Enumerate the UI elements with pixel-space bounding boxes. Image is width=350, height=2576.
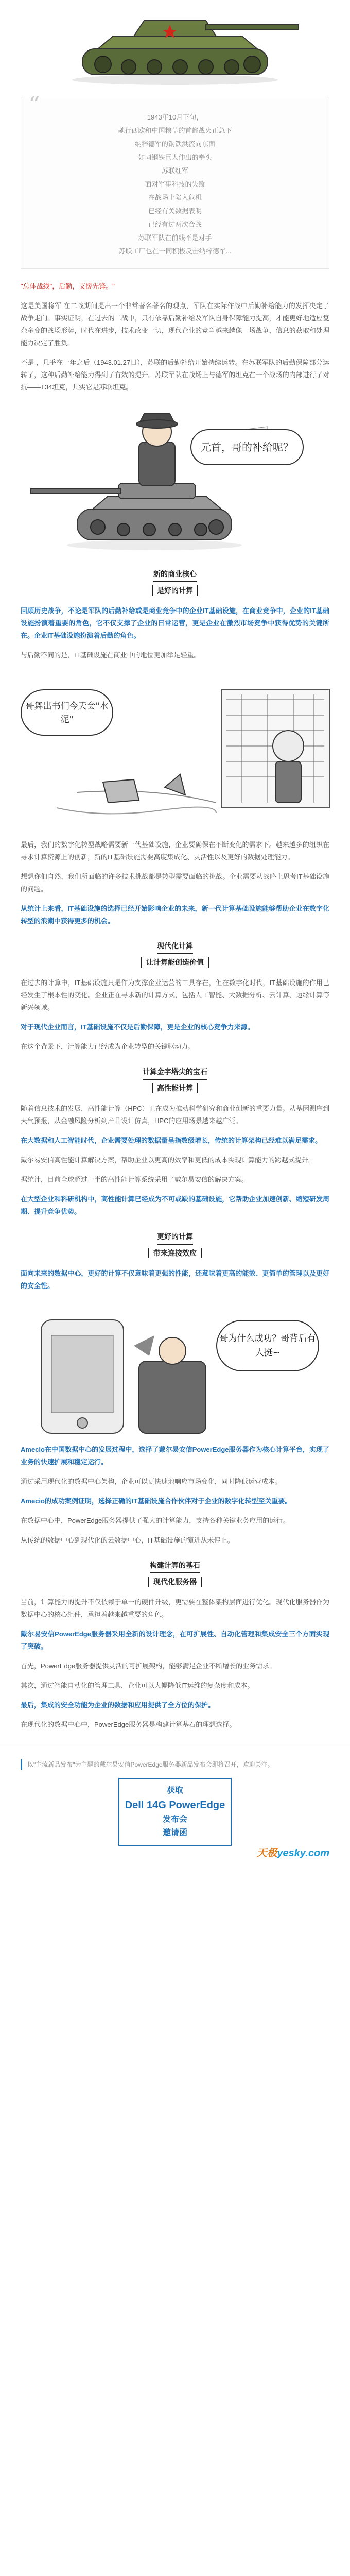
section-paragraph: 其次，通过智能自动化的管理工具，企业可以大幅降低IT运维的复杂度和成本。 — [21, 1682, 254, 1689]
intro-paragraph: 不是 ，几乎在一年之后（1943.01.27日），苏联的后勤补给开始持续运转。在苏联军队的后勤保障部分运转了，这种后勤补给能力得到了有效的提升。苏联军队在战场上与德军的坦克在一个战场的内部进行了对抗——T34坦克，其实它是苏联坦克。 — [21, 359, 329, 391]
tank-icon — [0, 0, 350, 88]
section-paragraph: 通过采用现代化的数据中心架构，企业可以更快速地响应市场变化，同时降低运营成本。 — [21, 1478, 282, 1485]
quote-mark-icon: “ — [28, 92, 40, 118]
section-heading — [0, 1231, 350, 1258]
section-paragraph: 面向未来的数据中心，更好的计算不仅意味着更强的性能，还意味着更高的能效、更简单的管理以及更好的安全性。 — [21, 1269, 329, 1290]
poem-line: 面对军事科技的失败 — [145, 180, 205, 188]
section-paragraph: 对于现代企业而言，IT基础设施不仅是后勤保障，更是企业的核心竞争力来源。 — [21, 1023, 254, 1031]
poem-line: 如同钢铁巨人伸出的拳头 — [138, 154, 212, 161]
section-heading-line2: 高性能计算 — [0, 1083, 350, 1093]
poem-line: 已经有关数据表明 — [148, 207, 202, 215]
device-illustration — [0, 1299, 350, 1444]
section-heading-line2: 让计算能创造价值 — [0, 957, 350, 968]
poem-quote — [21, 92, 329, 269]
section-paragraph: Amecio的成功案例证明，选择正确的IT基础设施合作伙伴对于企业的数字化转型至关重要。 — [21, 1497, 292, 1505]
section-paragraph: 随着信息技术的发展，高性能计算（HPC）正在成为推动科学研究和商业创新的重要力量。从基因测序到天气预报，从金融风险分析到产品设计仿真，HPC的应用场景越来越广泛。 — [21, 1105, 329, 1125]
section-paragraph: 在数据中心中，PowerEdge服务器提供了强大的计算能力，支持各种关键业务应用的运行。 — [21, 1517, 290, 1524]
invitation-link[interactable] — [118, 1778, 232, 1846]
hero-tank-illustration — [0, 0, 350, 88]
section-paragraph: Amecio在中国数据中心的发展过程中，选择了戴尔易安信PowerEdge服务器作为核心计算平台，实现了业务的快速扩展和稳定运行。 — [21, 1446, 329, 1466]
section-paragraph: 从传统的数据中心到现代化的云数据中心，IT基础设施的演进从未停止。 — [21, 1536, 234, 1544]
section-paragraph: 当前，计算能力的提升不仅依赖于单一的硬件升级，更需要在整体架构层面进行优化。现代化服务器作为数据中心的核心组件，承担着越来越重要的角色。 — [21, 1598, 329, 1618]
section-paragraph: 最后，集成的安全功能为企业的数据和应用提供了全方位的保护。 — [21, 1701, 215, 1709]
invitation-line1: 获取 — [166, 1786, 183, 1795]
invitation-line2: Dell 14G PowerEdge — [125, 1800, 225, 1811]
section-heading — [0, 1066, 350, 1093]
brand-logo — [256, 1844, 329, 1859]
invitation-line3: 发布会 — [162, 1815, 187, 1824]
section-heading-line1: 现代化计算 — [157, 941, 193, 954]
section-paragraph: 在大型企业和科研机构中，高性能计算已经成为不可或缺的基础设施，它帮助企业加速创新、缩短研发周期、提升竞争优势。 — [21, 1195, 329, 1215]
speech-bubble — [21, 689, 113, 736]
invitation-line4: 邀请函 — [162, 1828, 187, 1837]
poem-line: 苏联军队在前线不是对手 — [138, 234, 212, 242]
officer-icon — [0, 401, 350, 555]
section-heading-line1: 构建计算的基石 — [150, 1560, 200, 1573]
footer-note: 以"主流新品发布"为主题的戴尔易安信PowerEdge服务器新品发布会即将召开，欢迎关注。 — [21, 1759, 329, 1770]
section-heading-line1: 计算金字塔尖的宝石 — [143, 1066, 207, 1080]
section-paragraph: 回顾历史战争，不论是军队的后勤补给或是商业竞争中的企业IT基础设施，在商业竞争中，企业的IT基础设施扮演着重要的角色，它不仅支撑了企业的日常运营，更是企业在激烈市场竞争中获得优势的关键所在。企业IT基础设施扮演着后勤的角色。 — [21, 607, 329, 639]
poem-line: 纳粹德军的钢铁洪流向东面 — [134, 140, 215, 148]
section-paragraph: 在过去的计算中，IT基础设施只是作为支撑企业运营的工具存在，但在数字化时代，IT基础设施的作用已经发生了根本性的变化。企业正在寻求新的计算方式，包括人工智能、大数据分析、云计算、边缘计算等新兴领域。 — [21, 979, 329, 1011]
section-paragraph: 在大数据和人工智能时代，企业需要处理的数据量呈指数级增长，传统的计算架构已经难以满足需求。 — [21, 1137, 322, 1144]
section-paragraph: 在这个背景下，计算能力已经成为企业转型的关键驱动力。 — [21, 1043, 195, 1050]
speech-bubble — [190, 429, 304, 465]
poem-line: 已经有过两次合战 — [148, 221, 202, 228]
speech-bubble-text: 元首，哥的补给呢？ — [201, 441, 293, 453]
speech-bubble-text: 哥舞出书们今天会"水泥" — [25, 701, 109, 725]
section-heading-line2: 是好的计算 — [0, 585, 350, 596]
section-paragraph: 戴尔易安信高性能计算解决方案，帮助企业以更高的效率和更低的成本实现计算能力的跨越式提升。 — [21, 1156, 316, 1164]
brand-logo-domain: yesky.com — [277, 1848, 329, 1859]
section-paragraph: 戴尔易安信PowerEdge服务器采用全新的设计理念，在可扩展性、自动化管理和集成安全三个方面实现了突破。 — [21, 1630, 329, 1650]
speech-bubble — [216, 1320, 319, 1371]
officer-tank-illustration — [0, 401, 350, 555]
section-paragraph: 在现代化的数据中心中，PowerEdge服务器是构建计算基石的理想选择。 — [21, 1721, 236, 1728]
section-heading — [0, 941, 350, 968]
poem-line: 苏联红军 — [161, 167, 188, 175]
section-heading-line1: 更好的计算 — [157, 1231, 193, 1245]
section-paragraph: 与后勤不同的是，IT基础设施在商业中的地位更加举足轻重。 — [21, 651, 201, 659]
section-paragraph: 首先，PowerEdge服务器提供灵活的可扩展架构，能够满足企业不断增长的业务需求。 — [21, 1662, 276, 1670]
section-heading-line2: 现代化服务器 — [0, 1577, 350, 1587]
section-heading-line1: 新的商业核心 — [153, 569, 197, 582]
poem-line: 驰行西欧和中国粮草的首都战火正急下 — [118, 127, 232, 134]
poem-line: 在战场上陷入危机 — [148, 194, 202, 201]
section-heading — [0, 569, 350, 596]
section-paragraph: 据统计，目前全球超过一半的高性能计算系统采用了戴尔易安信的解决方案。 — [21, 1176, 249, 1183]
section-paragraph: 从统计上来看，IT基础设施的选择已经开始影响企业的未来，新一代计算基础设施能够帮助企业在数字化转型的浪潮中获得更多的机会。 — [21, 905, 329, 925]
sinking-illustration — [0, 669, 350, 839]
brand-logo-text: 天极 — [256, 1848, 277, 1859]
intro-quote: "总体战线"，后勤，支援先锋。" — [21, 282, 115, 290]
intro-paragraph: 这是美国将军 在二战期间提出一个非常著名著名的观点，军队在实际作战中后勤补给能力的发挥决定了战争走向。事实证明，在过去的二战中，只有依靠后勤补给及军队自身保障能力提高，才能更好地适应复杂多变的战场形势，时代在进步，技术改变一切，现代企业的竞争越来越像一场战争，信息的获取和处理能力决定了胜负。 — [21, 302, 329, 347]
footer-promo — [0, 1747, 350, 1861]
speech-bubble-text: 哥为什么成功？哥背后有人挺~ — [219, 1333, 316, 1358]
section-paragraph: 想想你们自然，我们所面临的许多技术挑战都是转型需要面临的挑战。企业需要从战略上思考IT基础设施的问题。 — [21, 873, 329, 893]
poem-line: 苏联工厂也在一同积极反击纳粹德军... — [118, 247, 232, 255]
poem-line: 1943年10月下旬， — [147, 113, 203, 121]
section-heading — [0, 1560, 350, 1587]
section-paragraph: 最后，我们的数字化转型战略需要新一代基础设施，企业要确保在不断变化的需求下。越来越多的组织在寻求计算资源上的创新，新的IT基础设施需要高度集成化、灵活性以及更好的数据处理能力。 — [21, 841, 329, 861]
section-heading-line2: 带来连接效应 — [0, 1248, 350, 1258]
